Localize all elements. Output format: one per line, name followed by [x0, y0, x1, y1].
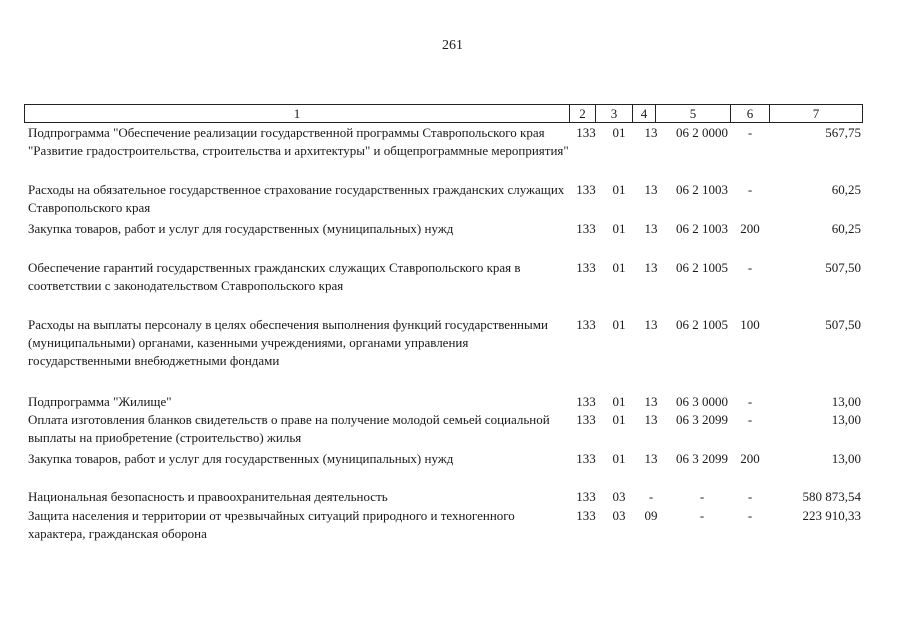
- row-col-2: 133: [576, 412, 596, 427]
- row-col-6: -: [747, 182, 753, 197]
- row-col-2: 133: [576, 125, 596, 140]
- table-header: [24, 104, 863, 123]
- row-col-5: -: [699, 508, 705, 523]
- row-description: Оплата изготовления бланков свидетельств о праве на получение молодой семьей социальной выплаты на приобретение (строительство) жилья: [28, 412, 550, 445]
- row-col-6: -: [747, 260, 753, 275]
- header-col-5: 5: [655, 104, 731, 123]
- row-col-6: 200: [740, 221, 760, 236]
- row-col-7: 13,00: [831, 412, 861, 427]
- row-col-6: -: [747, 489, 753, 504]
- row-col-3: 01: [612, 412, 626, 427]
- row-description: Закупка товаров, работ и услуг для государственных (муниципальных) нужд: [28, 451, 454, 466]
- row-col-3: 01: [612, 451, 626, 466]
- row-col-5: 06 2 1003: [676, 182, 728, 197]
- row-description: Национальная безопасность и правоохранительная деятельность: [28, 489, 388, 504]
- row-col-2: 133: [576, 394, 596, 409]
- row-col-7: 60,25: [831, 182, 861, 197]
- row-col-4: 13: [644, 182, 658, 197]
- row-description: Закупка товаров, работ и услуг для государственных (муниципальных) нужд: [28, 221, 454, 236]
- row-col-4: -: [648, 489, 654, 504]
- header-col-7: 7: [769, 104, 863, 123]
- row-col-3: 01: [612, 394, 626, 409]
- row-col-5: -: [699, 489, 705, 504]
- row-description: Подпрограмма "Жилище": [28, 394, 172, 409]
- row-description: Защита населения и территории от чрезвычайных ситуаций природного и техногенного характера, гражданская оборона: [28, 508, 515, 541]
- row-col-3: 01: [612, 125, 626, 140]
- row-col-5: 06 2 1003: [676, 221, 728, 236]
- row-col-5: 06 2 1005: [676, 317, 728, 332]
- row-col-7: 13,00: [831, 451, 861, 466]
- row-col-4: 13: [644, 451, 658, 466]
- row-col-3: 01: [612, 317, 626, 332]
- row-col-3: 03: [612, 489, 626, 504]
- row-col-2: 133: [576, 451, 596, 466]
- row-col-5: 06 2 0000: [676, 125, 728, 140]
- header-col-1: 1: [24, 104, 570, 123]
- row-col-3: 01: [612, 260, 626, 275]
- row-description: Подпрограмма "Обеспечение реализации государственной программы Ставропольского края "Развитие градостроительства, строительства и архитектуры" и общепрограммные мероприятия": [28, 125, 569, 158]
- row-col-2: 133: [576, 221, 596, 236]
- row-col-4: 13: [644, 317, 658, 332]
- row-col-6: 200: [740, 451, 760, 466]
- row-col-2: 133: [576, 508, 596, 523]
- row-col-5: 06 2 1005: [676, 260, 728, 275]
- header-col-6: 6: [730, 104, 770, 123]
- row-col-7: 567,75: [825, 125, 861, 140]
- row-col-7: 13,00: [831, 394, 861, 409]
- row-col-7: 223 910,33: [802, 508, 861, 523]
- row-col-4: 09: [644, 508, 658, 523]
- row-col-6: -: [747, 508, 753, 523]
- row-col-5: 06 3 0000: [676, 394, 728, 409]
- row-col-4: 13: [644, 221, 658, 236]
- row-description: Обеспечение гарантий государственных гражданских служащих Ставропольского края в соответствии с законодательством Ставропольского края: [28, 260, 521, 293]
- row-col-7: 60,25: [831, 221, 861, 236]
- row-col-4: 13: [644, 260, 658, 275]
- row-col-6: 100: [740, 317, 760, 332]
- row-col-3: 03: [612, 508, 626, 523]
- row-col-7: 507,50: [825, 260, 861, 275]
- row-col-6: -: [747, 394, 753, 409]
- row-col-6: -: [747, 125, 753, 140]
- header-col-2: 2: [569, 104, 596, 123]
- row-col-5: 06 3 2099: [676, 412, 728, 427]
- row-col-2: 133: [576, 489, 596, 504]
- row-col-4: 13: [644, 394, 658, 409]
- row-col-3: 01: [612, 182, 626, 197]
- row-col-4: 13: [644, 412, 658, 427]
- page-number: 261: [442, 38, 463, 53]
- row-col-3: 01: [612, 221, 626, 236]
- row-col-2: 133: [576, 260, 596, 275]
- row-col-7: 580 873,54: [802, 489, 861, 504]
- row-col-2: 133: [576, 182, 596, 197]
- row-col-7: 507,50: [825, 317, 861, 332]
- row-col-5: 06 3 2099: [676, 451, 728, 466]
- header-col-4: 4: [632, 104, 656, 123]
- header-col-3: 3: [595, 104, 633, 123]
- row-col-2: 133: [576, 317, 596, 332]
- row-col-4: 13: [644, 125, 658, 140]
- row-col-6: -: [747, 412, 753, 427]
- row-description: Расходы на выплаты персоналу в целях обеспечения выполнения функций государственными (муниципальными) органами, казенными учреждениями, органами управления государственными внебюджетными фондами: [28, 317, 548, 368]
- row-description: Расходы на обязательное государственное страхование государственных гражданских служащих Ставропольского края: [28, 182, 565, 215]
